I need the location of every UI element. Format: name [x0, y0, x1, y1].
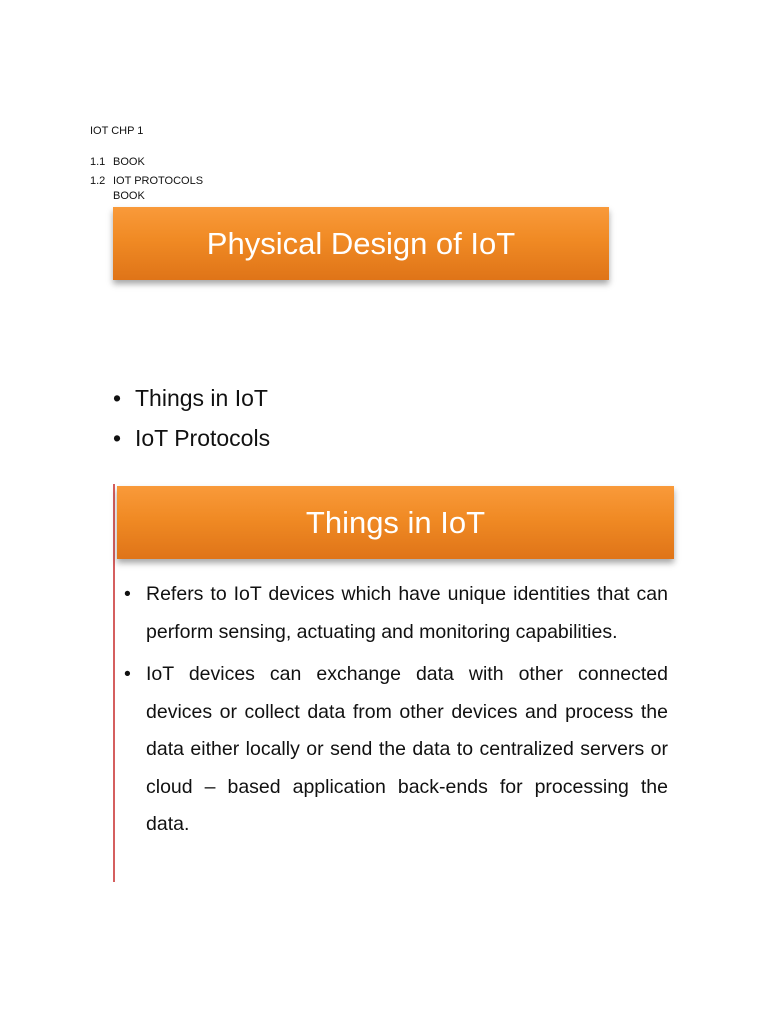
toc-sub-label: BOOK — [113, 190, 145, 202]
document-title: IOT CHP 1 — [90, 125, 144, 137]
slide-bullet-list — [113, 378, 270, 458]
slide-title-banner — [117, 486, 674, 559]
toc-number: 1.2 — [90, 175, 106, 187]
toc-label: BOOK — [113, 156, 145, 168]
toc-label: IOT PROTOCOLS — [113, 175, 204, 187]
bullet-item: • Things in IoT — [113, 378, 270, 418]
slide-title: Physical Design of IoT — [206, 225, 516, 261]
slide-title: Things in IoT — [305, 504, 486, 540]
slide-bullet-list — [124, 576, 668, 849]
toc-item — [90, 153, 203, 172]
bullet-item: • IoT devices can exchange data with other connected devices or collect data from other devices and process the data either locally or send the data to centralized servers or cloud – based application back-ends for processing the data. — [124, 656, 668, 844]
slide-title-banner — [113, 207, 609, 280]
slide-left-border — [113, 484, 115, 882]
toc-number: 1.1 — [90, 156, 106, 168]
bullet-item: • Refers to IoT devices which have unique identities that can perform sensing, actuating and monitoring capabilities. — [124, 576, 668, 651]
toc-item — [90, 172, 203, 191]
table-of-contents — [90, 153, 203, 203]
bullet-item: • IoT Protocols — [113, 418, 270, 458]
